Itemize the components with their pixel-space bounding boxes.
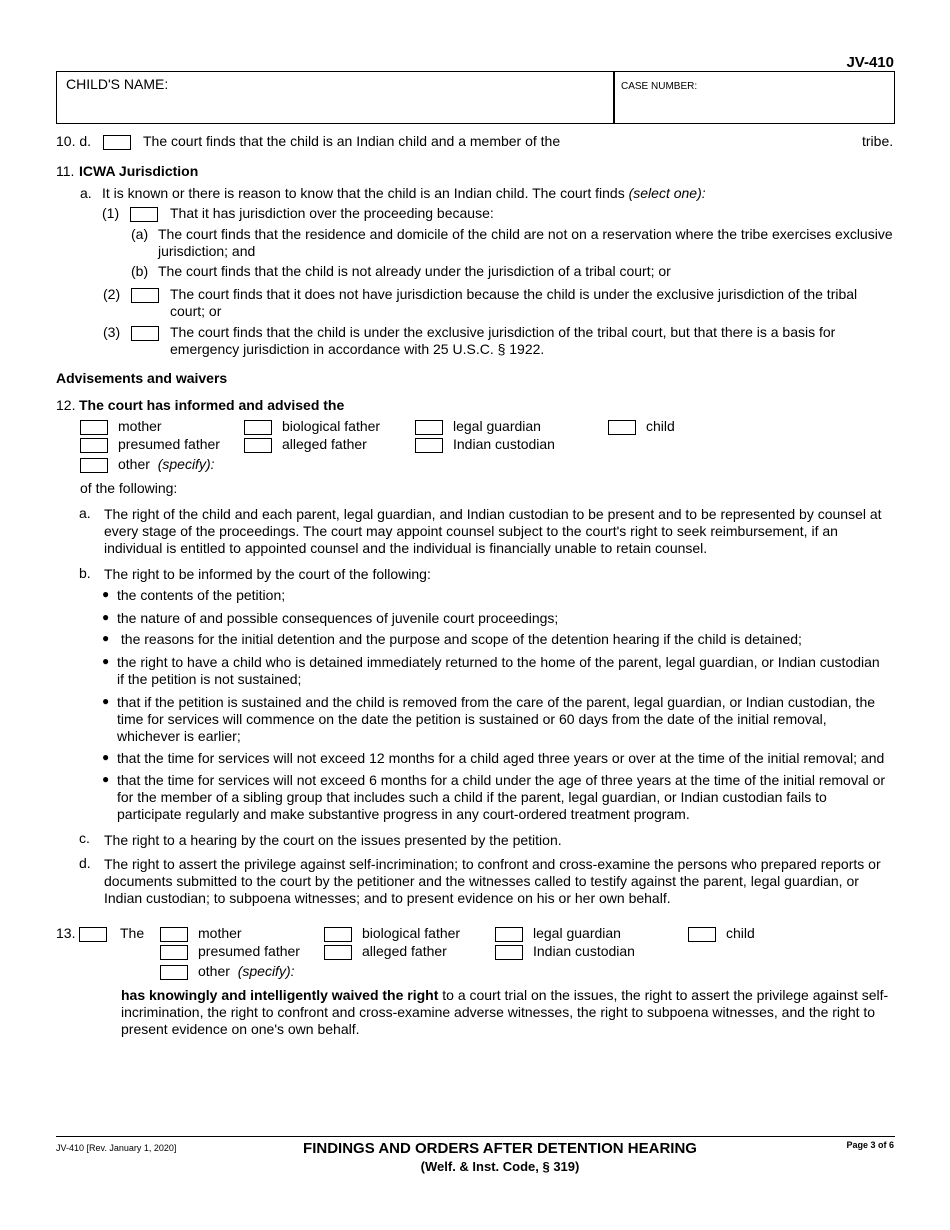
case-number-field[interactable] <box>620 95 888 119</box>
tribe-name-field[interactable] <box>566 133 856 150</box>
item13-alleged-father-checkbox[interactable] <box>324 945 352 960</box>
item11a-marker: a. <box>80 185 92 201</box>
item13-the: The <box>120 925 145 941</box>
item11-opt1a-text: The court finds that the residence and domicile of the child are not on a reservation where the tribe exercises exclusive jurisdiction; and <box>158 226 893 259</box>
section-title: Advisements and waivers <box>56 370 228 386</box>
item12b-bullet-7: that the time for services will not exceed 6 months for a child under the age of three years at the time of the initial removal or for the member of a sibling group that includes such a child if the parent, legal guardian, or Indian custodian fails to participate regularly and make substantive progress in any court-ordered treatment program. <box>117 772 886 822</box>
item12-alleged-father-checkbox[interactable] <box>244 438 272 453</box>
item10d-tribe: tribe. <box>862 133 894 149</box>
item12-other-specify-field[interactable] <box>220 456 600 473</box>
bullet-icon: ● <box>102 631 110 645</box>
item10d-checkbox[interactable] <box>103 135 131 150</box>
item12b-bullet-6: that the time for services will not exceed 12 months for a child aged three years or over at the time of the initial removal; and <box>117 750 885 766</box>
item11-title: ICWA Jurisdiction <box>79 163 199 179</box>
item13-indian-custodian-checkbox[interactable] <box>495 945 523 960</box>
header-divider <box>613 71 615 124</box>
child-name-field[interactable] <box>64 95 604 119</box>
item11-opt1b-marker: (b) <box>131 263 149 279</box>
item12-presumed-father-label: presumed father <box>118 436 220 452</box>
item11-opt2-checkbox[interactable] <box>131 288 159 303</box>
case-number-label: CASE NUMBER: <box>621 81 698 92</box>
child-name-label: CHILD'S NAME: <box>66 76 169 92</box>
item12b-text: The right to be informed by the court of the following: <box>104 566 431 582</box>
bullet-icon: ● <box>102 694 110 708</box>
item12-mother-label: mother <box>118 418 162 434</box>
item12a-text: The right of the child and each parent, legal guardian, and Indian custodian to be present and to be represented by counsel at every stage of the proceedings. The court may appoint counsel subject to the court's right to seek reimbursement, if an individual is entitled to appointed counsel and the individual is financially unable to retain counsel. <box>104 506 882 556</box>
item12b-bullet-1: the contents of the petition; <box>117 587 286 603</box>
item13-legal-guardian-label: legal guardian <box>533 925 621 941</box>
item13-mother-label: mother <box>198 925 242 941</box>
item11-opt2-text: The court finds that it does not have jurisdiction because the child is under the exclusive jurisdiction of the tribal court; or <box>170 286 858 319</box>
item12b-bullet-5: that if the petition is sustained and the child is removed from the care of the parent, legal guardian, or Indian custodian, the time for services will commence on the date the petition is sustained or 60 days from the date of the initial removal, whichever is earlier; <box>117 694 876 744</box>
item12-legal-guardian-label: legal guardian <box>453 418 541 434</box>
item12-other-checkbox[interactable] <box>80 458 108 473</box>
item12b-bullet-3: the reasons for the initial detention and the purpose and scope of the detention hearing if the child is detained; <box>117 631 802 647</box>
item12b-bullet-2: the nature of and possible consequences of juvenile court proceedings; <box>117 610 559 626</box>
item12-other-label: other (specify): <box>118 456 215 472</box>
item12-biological-father-checkbox[interactable] <box>244 420 272 435</box>
item12c-text: The right to a hearing by the court on the issues presented by the petition. <box>104 832 562 848</box>
item12b-marker: b. <box>79 565 91 581</box>
item12-presumed-father-checkbox[interactable] <box>80 438 108 453</box>
item13-indian-custodian-label: Indian custodian <box>533 943 635 959</box>
form-id: JV-410 <box>846 54 894 71</box>
item12-biological-father-label: biological father <box>282 418 381 434</box>
item12-indian-custodian-checkbox[interactable] <box>415 438 443 453</box>
bullet-icon: ● <box>102 654 110 668</box>
item13-mother-checkbox[interactable] <box>160 927 188 942</box>
item12-mother-checkbox[interactable] <box>80 420 108 435</box>
footer-code: (Welf. & Inst. Code, § 319) <box>420 1159 580 1174</box>
item12-alleged-father-label: alleged father <box>282 436 367 452</box>
item13-checkbox[interactable] <box>79 927 107 942</box>
bullet-icon: ● <box>102 772 110 786</box>
item12-indian-custodian-label: Indian custodian <box>453 436 555 452</box>
footer-divider <box>56 1136 895 1137</box>
item11-opt3-checkbox[interactable] <box>131 326 159 341</box>
item11-opt1-checkbox[interactable] <box>130 207 158 222</box>
item12b-bullet-4: the right to have a child who is detained immediately returned to the home of the parent, legal guardian, or Indian custodian if the petition is not sustained; <box>117 654 880 687</box>
item13-number: 13. <box>56 925 76 941</box>
item11-opt1-text: That it has jurisdiction over the proceeding because: <box>170 205 494 221</box>
item12-child-checkbox[interactable] <box>608 420 636 435</box>
item13-biological-father-checkbox[interactable] <box>324 927 352 942</box>
item12-title: The court has informed and advised the <box>79 397 345 413</box>
bullet-icon: ● <box>102 750 110 764</box>
item13-presumed-father-checkbox[interactable] <box>160 945 188 960</box>
item10d-number: 10. d. <box>56 133 92 149</box>
item13-other-checkbox[interactable] <box>160 965 188 980</box>
item11-number: 11. <box>56 163 75 179</box>
item12-child-label: child <box>646 418 675 434</box>
item12-legal-guardian-checkbox[interactable] <box>415 420 443 435</box>
item13-alleged-father-label: alleged father <box>362 943 447 959</box>
item13-other-specify-field[interactable] <box>300 963 680 980</box>
item13-presumed-father-label: presumed father <box>198 943 300 959</box>
bullet-icon: ● <box>102 587 110 601</box>
item11-opt1b-text: The court finds that the child is not already under the jurisdiction of a tribal court; or <box>158 263 671 279</box>
item11-opt1-number: (1) <box>102 205 120 221</box>
footer-page: Page 3 of 6 <box>846 1140 894 1150</box>
item11-opt1a-marker: (a) <box>131 226 149 242</box>
item13-waiver-text: has knowingly and intelligently waived the right to a court trial on the issues, the right to assert the privilege against self-incrimination, the right to confront and cross-examine adverse witnesses, the right to subpoena witnesses, and the right to present evidence on one's own behalf. <box>121 987 889 1037</box>
item12a-marker: a. <box>79 505 91 521</box>
item13-legal-guardian-checkbox[interactable] <box>495 927 523 942</box>
footer-rev: JV-410 [Rev. January 1, 2020] <box>56 1143 177 1153</box>
bullet-icon: ● <box>102 610 110 624</box>
item12d-text: The right to assert the privilege against self-incrimination; to confront and cross-examine the persons who prepared reports or documents submitted to the court by the petitioner and the witnesses called to testify against the parent, legal guardian, or Indian custodian; to subpoena witnesses; and to present evidence on his or her own behalf. <box>104 856 881 906</box>
footer-title: FINDINGS AND ORDERS AFTER DETENTION HEARING <box>303 1140 697 1157</box>
item11-opt3-text: The court finds that the child is under the exclusive jurisdiction of the tribal court, but that there is a basis for emergency jurisdiction in accordance with 25 U.S.C. § 1922. <box>170 324 836 357</box>
item13-child-label: child <box>726 925 755 941</box>
item11-opt3-number: (3) <box>103 324 121 340</box>
item12-number: 12. <box>56 397 76 413</box>
item12c-marker: c. <box>79 830 90 846</box>
item11a-text: It is known or there is reason to know that the child is an Indian child. The court finds (select one): <box>102 185 706 201</box>
item11-opt2-number: (2) <box>103 286 121 302</box>
item13-biological-father-label: biological father <box>362 925 461 941</box>
item13-child-checkbox[interactable] <box>688 927 716 942</box>
item10d-text: The court finds that the child is an Indian child and a member of the <box>143 133 561 149</box>
item12-of-following: of the following: <box>80 480 178 496</box>
item13-other-label: other (specify): <box>198 963 295 979</box>
item12d-marker: d. <box>79 855 91 871</box>
